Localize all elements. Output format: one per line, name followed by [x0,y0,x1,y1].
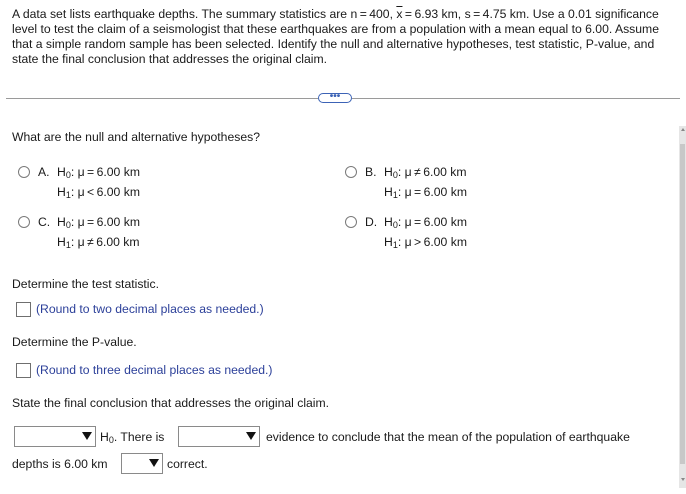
chevron-down-icon [81,427,95,446]
problem-text-part1: A data set lists earthquake depths. The summary statistics are n = 400, [12,7,397,21]
chevron-down-icon [148,454,162,473]
conclusion-h0-text: $H_0$. There is [100,430,165,445]
problem-text-part2: = 6.93 km, s = 4.75 km. Use a 0.01 significance level to test the claim of a seismologist that these earthquakes are from a population with a mean equal to 6.00. Assume that a simple random sample has been selected. Identify the null and alternative hypotheses, test statistic, P-value, and state the final conclusion that addresses the original claim. [12,7,659,66]
option-d-letter: D. [365,215,378,229]
p-value-input[interactable] [16,363,31,378]
option-d-null: $H_0$: μ = 6.00 km [384,215,467,230]
test-statistic-hint: (Round to two decimal places as needed.) [36,302,264,316]
option-d-radio[interactable] [345,216,357,228]
option-d-alt: $H_1$: μ > 6.00 km [384,235,467,250]
claim-correctness-dropdown[interactable] [121,453,163,474]
scroll-up-icon[interactable] [681,128,685,131]
vertical-scrollbar[interactable] [679,126,686,488]
more-button[interactable]: ••• [318,93,352,103]
option-a-null: $H_0$: μ = 6.00 km [57,165,140,180]
scrollbar-thumb[interactable] [680,144,685,464]
option-c-null: $H_0$: μ = 6.00 km [57,215,140,230]
question-p-value: Determine the P-value. [12,335,137,349]
option-a-letter: A. [38,165,50,179]
option-a-alt: $H_1$: μ < 6.00 km [57,185,140,200]
problem-statement [12,7,676,67]
option-a-radio[interactable] [18,166,30,178]
question-hypotheses: What are the null and alternative hypotheses? [12,130,260,144]
option-c-letter: C. [38,215,51,229]
divider-right [352,98,680,99]
option-c-radio[interactable] [18,216,30,228]
option-b-letter: B. [365,165,377,179]
question-conclusion: State the final conclusion that addresses the original claim. [12,396,330,410]
question-test-statistic: Determine the test statistic. [12,277,159,291]
conclusion-depths-text: depths is 6.00 km [12,457,108,471]
p-value-hint: (Round to three decimal places as needed.) [36,363,273,377]
problem-xbar: $\overline{x}$ [396,7,403,21]
divider-left [6,98,318,99]
conclusion-correct-text: correct. [167,457,208,471]
option-b-alt: $H_1$: μ = 6.00 km [384,185,467,200]
option-c-alt: $H_1$: μ ≠ 6.00 km [57,235,140,250]
conclusion-evidence-text: evidence to conclude that the mean of the population of earthquake [266,430,630,444]
option-b-null: $H_0$: μ ≠ 6.00 km [384,165,467,180]
reject-decision-dropdown[interactable] [14,426,96,447]
scroll-down-icon[interactable] [681,478,685,481]
chevron-down-icon [245,427,259,446]
option-b-radio[interactable] [345,166,357,178]
test-statistic-input[interactable] [16,302,31,317]
evidence-dropdown[interactable] [178,426,260,447]
